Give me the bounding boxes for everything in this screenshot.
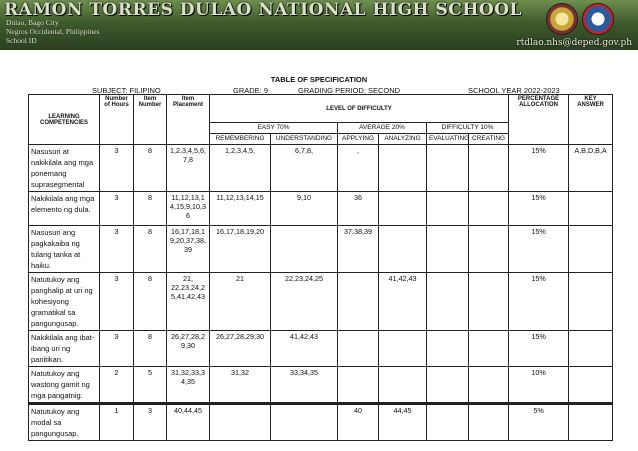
percentage-header: PERCENTAGE ALLOCATION (509, 95, 569, 145)
creating-cell (469, 367, 509, 404)
creating-cell (469, 145, 509, 192)
competency-cell: Natutukoy ang wastong gamit ng mga pangatnig. (29, 367, 100, 404)
evaluating-cell (427, 145, 469, 192)
percentage-cell: 15% (509, 331, 569, 367)
understanding-cell (271, 404, 338, 441)
creating-cell (469, 404, 509, 441)
header-row (29, 95, 613, 123)
items-header: Item Number (134, 95, 167, 145)
remembering-cell: 16,17,18,19,20 (210, 226, 271, 273)
banner-subline-2: Negros Occidental, Philippines (6, 27, 100, 36)
key-header: KEY ANSWER (569, 95, 613, 145)
level-applying: APPLYING (338, 134, 379, 145)
placement-cell: 40,44,45 (167, 404, 210, 441)
creating-cell (469, 226, 509, 273)
applying-cell (338, 367, 379, 404)
school-year-label: SCHOOL YEAR 2022-2023 (468, 86, 560, 95)
applying-cell: 37,38,39 (338, 226, 379, 273)
easy-group: EASY 70% (210, 123, 338, 134)
key-cell (569, 192, 613, 226)
competency-cell: Natutukoy ang panghalip at uri ng kohesiyong gramatikal sa pangungusap. (29, 273, 100, 331)
percentage-cell: 15% (509, 273, 569, 331)
competency-cell: Nasusuri ang pagkakaiba ng tulang tanka at haiku. (29, 226, 100, 273)
key-cell: A,B,D,B,A (569, 145, 613, 192)
competency-cell: Natutukoy ang modal sa pangungusap. (29, 404, 100, 441)
subject-label: SUBJECT: FILIPINO (92, 86, 161, 95)
evaluating-cell (427, 404, 469, 441)
placement-cell: 16,17,18,1 9,20,37,38, 39 (167, 226, 210, 273)
analyzing-cell (379, 145, 427, 192)
evaluating-cell (427, 226, 469, 273)
understanding-cell: 22,23,24,25 (271, 273, 338, 331)
applying-cell (338, 273, 379, 331)
school-name: RAMON TORRES DULAO NATIONAL HIGH SCHOOL (4, 0, 522, 20)
grade-label: GRADE: 9 (233, 86, 269, 95)
hours-cell: 3 (100, 145, 134, 192)
hours-cell: 3 (100, 273, 134, 331)
deped-seal-icon (582, 3, 614, 35)
difficulty-header: LEVEL OF DIFFICULTY (210, 95, 509, 123)
creating-cell (469, 273, 509, 331)
difficult-group: DIFFICULTY 10% (427, 123, 509, 134)
placement-cell: 1,2,3,4,5,6, 7,8 (167, 145, 210, 192)
analyzing-cell (379, 226, 427, 273)
grading-period-label: GRADING PERIOD: SECOND (298, 86, 401, 95)
table-row (29, 404, 613, 441)
table-row (29, 145, 613, 192)
specification-table (28, 94, 613, 441)
items-cell: 5 (134, 367, 167, 404)
placement-cell: 11,12,13,1 4,15,9,10,3 6 (167, 192, 210, 226)
items-cell: 8 (134, 273, 167, 331)
school-seal-icon (546, 3, 578, 35)
key-cell (569, 226, 613, 273)
key-cell (569, 367, 613, 404)
key-cell (569, 404, 613, 441)
table-row (29, 273, 613, 331)
understanding-cell (271, 226, 338, 273)
remembering-cell: 1,2,3,4,5, (210, 145, 271, 192)
understanding-cell: 33,34,35 (271, 367, 338, 404)
applying-cell: 40 (338, 404, 379, 441)
remembering-cell: 31,32 (210, 367, 271, 404)
level-creating: CREATING (469, 134, 509, 145)
hours-cell: 1 (100, 404, 134, 441)
items-cell: 8 (134, 331, 167, 367)
remembering-cell: 26,27,28,29,30 (210, 331, 271, 367)
banner-subline-3: School ID (6, 36, 37, 45)
key-cell (569, 273, 613, 331)
average-group: AVERAGE 20% (338, 123, 427, 134)
remembering-cell (210, 404, 271, 441)
table-body (29, 145, 613, 441)
evaluating-cell (427, 273, 469, 331)
items-cell: 8 (134, 226, 167, 273)
placement-cell: 21, 22,23,24,2 5,41,42,43 (167, 273, 210, 331)
understanding-cell: 41,42,43 (271, 331, 338, 367)
creating-cell (469, 331, 509, 367)
banner-subline-1: Dulao, Bago City (6, 18, 59, 27)
level-understanding: UNDERSTANDING (271, 134, 338, 145)
level-remembering: REMEMBERING (210, 134, 271, 145)
applying-cell: , (338, 145, 379, 192)
table-row (29, 226, 613, 273)
competency-cell: Nakikilala ang mga elemento ng dula. (29, 192, 100, 226)
hours-header: Number of Hours (100, 95, 134, 145)
document-title: TABLE OF SPECIFICATION (270, 75, 368, 84)
applying-cell (338, 331, 379, 367)
competencies-header: LEARNING COMPETENCIES (29, 95, 100, 145)
hours-cell: 3 (100, 226, 134, 273)
placement-header: Item Placement (167, 95, 210, 145)
evaluating-cell (427, 331, 469, 367)
items-cell: 8 (134, 145, 167, 192)
evaluating-cell (427, 192, 469, 226)
analyzing-cell: 44,45 (379, 404, 427, 441)
understanding-cell: 9,10 (271, 192, 338, 226)
school-email: rtdlao.nhs@deped.gov.ph (516, 38, 632, 48)
analyzing-cell (379, 331, 427, 367)
analyzing-cell (379, 192, 427, 226)
hours-cell: 2 (100, 367, 134, 404)
percentage-cell: 10% (509, 367, 569, 404)
placement-cell: 26,27,28,2 9,30 (167, 331, 210, 367)
level-evaluating: EVALUATING (427, 134, 469, 145)
items-cell: 3 (134, 404, 167, 441)
percentage-cell: 5% (509, 404, 569, 441)
percentage-cell: 15% (509, 226, 569, 273)
competency-cell: Nasusuri at nakikilala ang mga ponemang suprasegmental (29, 145, 100, 192)
level-analyzing: ANALYZING (379, 134, 427, 145)
remembering-cell: 21 (210, 273, 271, 331)
analyzing-cell: 41,42,43 (379, 273, 427, 331)
items-cell: 8 (134, 192, 167, 226)
table-row (29, 331, 613, 367)
remembering-cell: 11,12,13,14,15 (210, 192, 271, 226)
table-row (29, 367, 613, 404)
table-row (29, 192, 613, 226)
creating-cell (469, 192, 509, 226)
school-banner (0, 0, 638, 50)
analyzing-cell (379, 367, 427, 404)
understanding-cell: 6,7,8, (271, 145, 338, 192)
placement-cell: 31,32,33,3 4,35 (167, 367, 210, 404)
competency-cell: Nakikilala ang ibat-ibang uri ng panitikan. (29, 331, 100, 367)
percentage-cell: 15% (509, 145, 569, 192)
hours-cell: 3 (100, 331, 134, 367)
percentage-cell: 15% (509, 192, 569, 226)
evaluating-cell (427, 367, 469, 404)
key-cell (569, 331, 613, 367)
applying-cell: 36 (338, 192, 379, 226)
hours-cell: 3 (100, 192, 134, 226)
